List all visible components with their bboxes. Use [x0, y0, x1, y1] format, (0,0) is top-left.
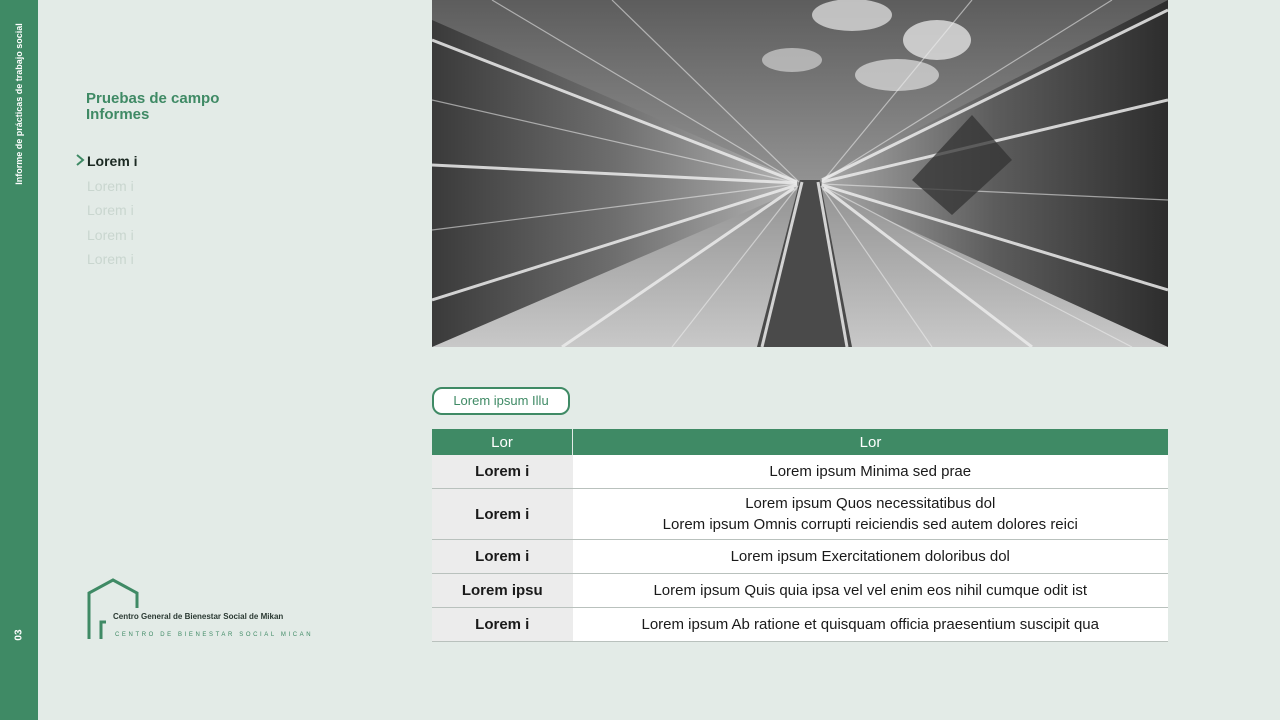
side-bar — [0, 0, 38, 720]
table-row — [432, 489, 1168, 540]
row-label: Lorem i — [432, 608, 573, 642]
organization-name: Centro General de Bienestar Social de Mikan — [113, 612, 284, 621]
column-header: Lor — [573, 429, 1169, 455]
row-value — [573, 540, 1169, 574]
row-value-line: Lorem ipsum Minima sed prae — [769, 463, 972, 480]
row-label: Lorem i — [432, 489, 573, 540]
data-table — [432, 429, 1168, 642]
row-value — [573, 574, 1169, 608]
section-title-line1: Pruebas de campo — [86, 90, 220, 107]
nav-item-5[interactable] — [74, 249, 138, 274]
organization-subtitle: CENTRO DE BIENESTAR SOCIAL MICAN — [115, 632, 314, 638]
nav-item-2[interactable] — [74, 176, 138, 201]
nav-item-label: Lorem i — [87, 202, 134, 218]
table-caption-pill: Lorem ipsum Illu — [432, 387, 570, 415]
row-value-line: Lorem ipsum Quis quia ipsa vel vel enim eos nihil cumque odit ist — [653, 582, 1088, 599]
nav-item-3[interactable] — [74, 200, 138, 225]
nav-item-label: Lorem i — [87, 153, 138, 169]
nav-item-label: Lorem i — [87, 226, 134, 243]
row-label: Lorem ipsu — [432, 574, 573, 608]
section-nav — [74, 151, 138, 274]
row-value-line: Lorem ipsum Ab ratione et quisquam officia praesentium suscipit qua — [641, 616, 1099, 633]
row-value — [573, 455, 1169, 489]
section-title-line2: Informes — [86, 106, 150, 123]
table-row — [432, 455, 1168, 489]
row-value-line: Lorem ipsum Exercitationem doloribus dol — [730, 548, 1010, 565]
nav-item-label: Lorem i — [87, 251, 134, 267]
nav-item-4[interactable] — [74, 225, 138, 250]
section-title — [86, 91, 219, 123]
table-row — [432, 574, 1168, 608]
column-header: Lor — [432, 429, 573, 455]
row-label: Lorem i — [432, 455, 573, 489]
table-row — [432, 540, 1168, 574]
document-title: Informe de prácticas de trabajo social — [14, 23, 24, 185]
nav-item-1[interactable] — [74, 151, 138, 176]
organization-logo — [86, 578, 316, 642]
row-label: Lorem i — [432, 540, 573, 574]
building-photo — [432, 0, 1168, 347]
row-value-line: Lorem ipsum Omnis corrupti reiciendis sed autem dolores reici — [662, 516, 1078, 533]
row-value — [573, 608, 1169, 642]
nav-item-label: Lorem i — [87, 177, 134, 194]
row-value-line: Lorem ipsum Quos necessitatibus dol — [745, 495, 996, 512]
row-value — [573, 489, 1169, 540]
table-row — [432, 608, 1168, 642]
table-header-row — [432, 429, 1168, 455]
page-number: 03 — [13, 629, 25, 641]
chevron-right-icon — [75, 154, 85, 166]
